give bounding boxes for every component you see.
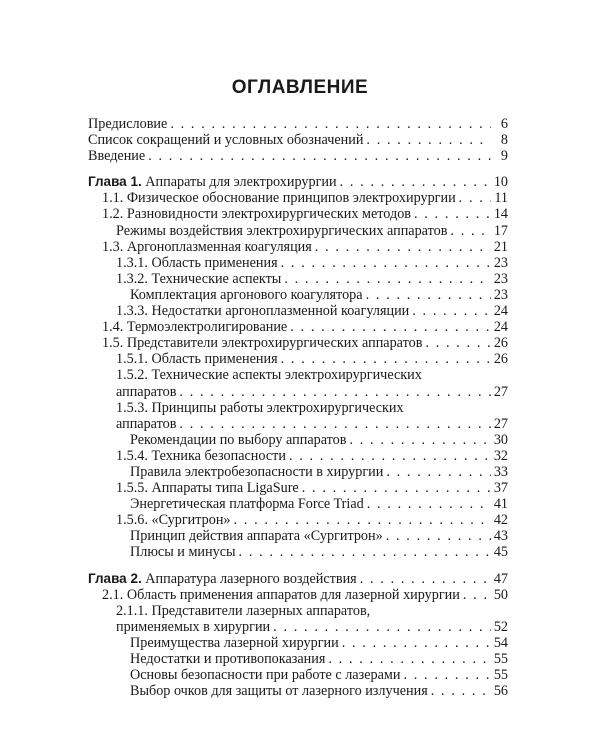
dot-leader xyxy=(360,571,491,587)
toc-entry-label: Плюсы и минусы xyxy=(130,544,236,561)
toc-entry-label: Принцип действия аппарата «Сургитрон» xyxy=(130,528,383,545)
toc-entry-label: 1.5.5. Аппараты типа LigaSure xyxy=(116,480,299,497)
toc-entry-label: 1.5.6. «Сургитрон» xyxy=(116,512,231,529)
dot-leader xyxy=(148,148,491,164)
toc-entry[interactable] xyxy=(88,480,508,496)
toc-entry-page: 26 xyxy=(493,335,508,352)
toc-entry-page: 10 xyxy=(493,174,508,191)
toc-entry[interactable] xyxy=(88,587,508,603)
toc-entry-introduction[interactable] xyxy=(88,148,508,164)
dot-leader xyxy=(412,303,491,319)
toc-entry-page: 55 xyxy=(493,667,508,684)
dot-leader xyxy=(281,351,491,367)
dot-leader xyxy=(366,287,491,303)
toc-entry-label: 1.5.2. Технические аспекты электрохирургических xyxy=(116,367,422,384)
dot-leader xyxy=(179,416,490,432)
toc-entry-label: 1.3. Аргоноплазменная коагуляция xyxy=(102,238,312,255)
toc-entry[interactable] xyxy=(88,255,508,271)
toc-entry[interactable] xyxy=(88,351,508,367)
toc-entry-label: Список сокращений и условных обозначений xyxy=(88,132,364,149)
toc-entry-label: 1.3.2. Технические аспекты xyxy=(116,270,282,287)
toc-entry-label: Недостатки и противопоказания xyxy=(130,651,326,667)
toc-entry-label: Выбор очков для защиты от лазерного излучения xyxy=(130,683,428,700)
toc-entry-page: 32 xyxy=(493,447,508,464)
dot-leader xyxy=(340,174,491,190)
toc-entry-page: 33 xyxy=(493,463,508,480)
toc-entry-label: применяемых в хирургии xyxy=(116,618,271,635)
toc-entry-preface[interactable] xyxy=(88,116,508,132)
toc-entry-label: Предисловие xyxy=(88,116,168,132)
toc-entry-label: аппаратов xyxy=(116,383,177,400)
toc-entry[interactable] xyxy=(88,635,508,651)
toc-entry-page: 52 xyxy=(493,618,508,635)
toc-entry-abbreviations[interactable] xyxy=(88,132,508,148)
toc-entry-label: 1.1. Физическое обоснование принципов электрохирургии xyxy=(102,190,456,207)
chapter-title: Аппараты для электрохирургии xyxy=(145,174,337,191)
toc-entry[interactable] xyxy=(88,206,508,222)
dot-leader xyxy=(431,683,491,699)
chapter-number: Глава 2. xyxy=(88,570,142,586)
toc-entry-page: 26 xyxy=(493,351,508,368)
dot-leader xyxy=(239,544,491,560)
toc-entry-page: 21 xyxy=(493,238,508,255)
dot-leader xyxy=(281,255,491,271)
section-gap xyxy=(88,164,508,174)
dot-leader xyxy=(386,464,490,480)
toc-entry-wrapped-line[interactable] xyxy=(88,400,508,416)
toc-entry-page: 37 xyxy=(493,480,508,497)
dot-leader xyxy=(349,432,490,448)
toc-entry-label: 2.1.1. Представители лазерных аппаратов, xyxy=(116,602,371,619)
dot-leader xyxy=(328,651,490,667)
toc-entry[interactable] xyxy=(88,319,508,335)
toc-entry-page: 50 xyxy=(493,586,508,603)
toc-entry[interactable] xyxy=(88,619,508,635)
dot-leader xyxy=(386,528,491,544)
dot-leader xyxy=(367,496,491,512)
toc-entry-page: 17 xyxy=(493,222,508,239)
dot-leader xyxy=(284,271,490,287)
toc-entry-label: Преимущества лазерной хирургии xyxy=(130,634,339,651)
dot-leader xyxy=(289,448,491,464)
dot-leader xyxy=(414,206,491,222)
toc-entry-page: 9 xyxy=(500,148,508,165)
toc-entry[interactable] xyxy=(88,683,508,699)
toc-entry-label: Основы безопасности при работе с лазерами xyxy=(130,667,401,684)
toc-entry-label: Рекомендации по выбору аппаратов xyxy=(130,431,347,448)
toc-entry[interactable] xyxy=(88,239,508,255)
toc-entry-page: 27 xyxy=(493,383,508,400)
toc-entry[interactable] xyxy=(88,384,508,400)
toc-entry[interactable] xyxy=(88,528,508,544)
toc-entry-page: 45 xyxy=(493,544,508,561)
toc-entry-label: Энергетическая платформа Force Triad xyxy=(130,496,364,513)
toc-entry[interactable] xyxy=(88,667,508,683)
toc-entry-page: 54 xyxy=(493,634,508,651)
toc-entry[interactable] xyxy=(88,512,508,528)
dot-leader xyxy=(459,190,491,206)
toc-entry[interactable] xyxy=(88,223,508,239)
toc-entry-page: 24 xyxy=(493,319,508,336)
toc-entry-wrapped-line[interactable] xyxy=(88,367,508,383)
toc-entry-label: 1.3.1. Область применения xyxy=(116,254,278,271)
toc-entry-page: 43 xyxy=(493,528,508,545)
toc-entry[interactable] xyxy=(88,190,508,206)
toc-entry[interactable] xyxy=(88,287,508,303)
toc-entry-page: 23 xyxy=(493,270,508,287)
toc-entry-page: 11 xyxy=(494,190,508,207)
toc-entry-wrapped-line[interactable] xyxy=(88,603,508,619)
toc-entry[interactable] xyxy=(88,651,508,667)
toc-chapter-2[interactable] xyxy=(88,571,508,587)
toc-entry[interactable] xyxy=(88,416,508,432)
toc-entry-page: 55 xyxy=(493,651,508,667)
toc-entry-label: 1.2. Разновидности электрохирургических методов xyxy=(102,206,412,223)
toc-entry-label: 1.5.1. Область применения xyxy=(116,351,278,368)
toc-entry-label: Режимы воздействия электрохирургических аппаратов xyxy=(116,222,448,239)
table-of-contents xyxy=(88,116,508,699)
dot-leader xyxy=(342,635,491,651)
dot-leader xyxy=(170,116,491,132)
toc-entry-page: 14 xyxy=(493,206,508,223)
toc-entry-label: Комплектация аргонового коагулятора xyxy=(130,286,363,303)
chapter-number: Глава 1. xyxy=(88,174,142,190)
toc-entry-page: 23 xyxy=(493,286,508,303)
toc-entry-label: 1.4. Термоэлектролигирование xyxy=(102,319,288,336)
toc-entry[interactable] xyxy=(88,544,508,560)
toc-entry[interactable] xyxy=(88,448,508,464)
toc-entry-label: Правила электробезопасности в хирургии xyxy=(130,463,384,480)
toc-entry-page: 27 xyxy=(493,415,508,432)
toc-entry[interactable] xyxy=(88,335,508,351)
toc-entry-page: 30 xyxy=(493,431,508,448)
toc-chapter-1[interactable] xyxy=(88,174,508,190)
toc-entry-page: 24 xyxy=(493,303,508,320)
toc-entry-page: 6 xyxy=(500,116,508,132)
chapter-title: Аппаратура лазерного воздействия xyxy=(145,570,357,587)
dot-leader xyxy=(273,619,491,635)
dot-leader xyxy=(403,667,490,683)
toc-entry-label: 1.5. Представители электрохирургических аппаратов xyxy=(102,335,423,352)
section-gap xyxy=(88,561,508,571)
toc-entry[interactable] xyxy=(88,432,508,448)
dot-leader xyxy=(366,132,491,148)
toc-entry[interactable] xyxy=(88,464,508,480)
dot-leader xyxy=(450,223,490,239)
toc-entry-label: 1.3.3. Недостатки аргоноплазменной коагуляции xyxy=(116,303,410,320)
toc-entry[interactable] xyxy=(88,303,508,319)
dot-leader xyxy=(315,239,491,255)
dot-leader xyxy=(302,480,491,496)
toc-entry-page: 23 xyxy=(493,254,508,271)
toc-entry-label: Введение xyxy=(88,148,146,165)
page-title: ОГЛАВЛЕНИЕ xyxy=(231,77,369,98)
toc-entry-label: 1.5.4. Техника безопасности xyxy=(116,447,286,464)
toc-entry-page: 47 xyxy=(493,570,508,587)
toc-entry-page: 42 xyxy=(493,512,508,529)
toc-entry[interactable] xyxy=(88,496,508,512)
toc-entry[interactable] xyxy=(88,271,508,287)
toc-entry-label: 1.5.3. Принципы работы электрохирургических xyxy=(116,399,404,416)
dot-leader xyxy=(425,335,490,351)
dot-leader xyxy=(463,587,491,603)
dot-leader xyxy=(234,512,491,528)
toc-entry-page: 8 xyxy=(500,132,508,149)
toc-entry-page: 41 xyxy=(493,496,508,513)
toc-entry-label: 2.1. Область применения аппаратов для лазерной хирургии xyxy=(102,586,460,603)
dot-leader xyxy=(290,319,491,335)
toc-entry-page: 56 xyxy=(493,683,508,700)
dot-leader xyxy=(179,384,490,400)
toc-entry-label: аппаратов xyxy=(116,415,177,432)
